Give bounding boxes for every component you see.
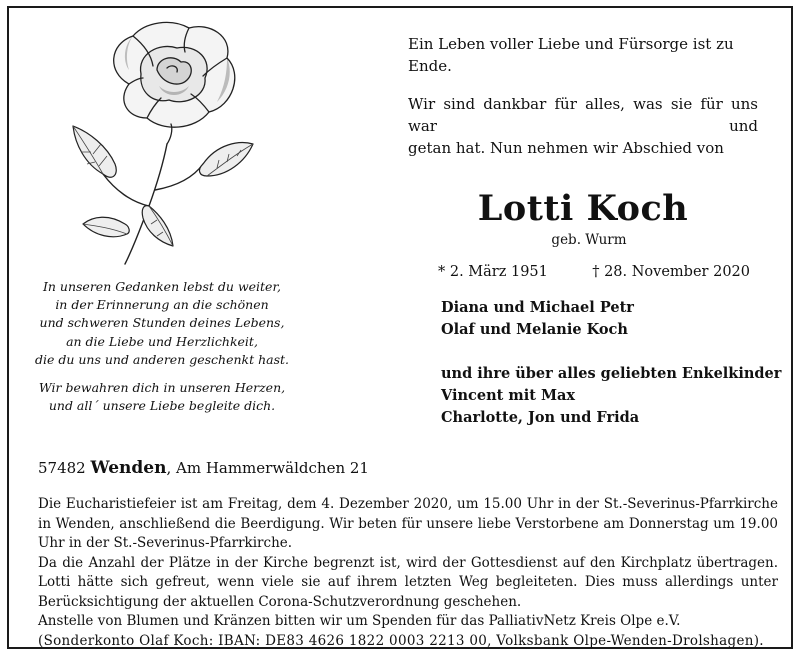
city: Wenden	[90, 458, 167, 478]
poem-line: und all´ unsere Liebe begleite dich.	[48, 398, 276, 414]
poem-line: und schweren Stunden deines Lebens,	[39, 315, 285, 331]
birth-date: * 2. März 1951	[438, 264, 548, 280]
obituary-notice	[7, 6, 793, 649]
mourner: Diana und Michael Petr	[441, 299, 634, 316]
memorial-poem	[31, 278, 293, 415]
intro-line: Wir sind dankbar für alles, was sie für uns war und	[408, 95, 758, 135]
mourners-list	[441, 297, 781, 429]
intro-line: getan hat. Nun nehmen wir Abschied von	[408, 139, 724, 157]
mourners-gap	[441, 341, 781, 363]
street: , Am Hammerwäldchen 21	[166, 459, 369, 477]
mourner: Charlotte, Jon und Frida	[441, 409, 640, 426]
mourner: und ihre über alles geliebten Enkelkinder	[441, 365, 782, 382]
service-paragraph: Da die Anzahl der Plätze in der Kirche begrenzt ist, wird der Gottesdienst auf den Kirchplatz übertragen. Lotti hätte sich gefreut, wenn viele sie auf ihrem letzten Weg begleiteten. Dies muss allerdings unter Berücksichtigung der aktuellen Corona-Schutzverordnung geschehen.	[38, 554, 778, 610]
poem-line: an die Liebe und Herzlichkeit,	[66, 333, 258, 349]
service-details	[38, 495, 778, 651]
postcode: 57482	[38, 459, 86, 477]
intro-line: Ein Leben voller Liebe und Fürsorge ist zu Ende.	[408, 35, 734, 75]
rose-drawing-icon	[67, 14, 257, 269]
donation-note: Anstelle von Blumen und Kränzen bitten wir um Spenden für das PalliativNetz Kreis Olpe e.V.	[38, 613, 681, 629]
deceased-name: Lotti Koch	[477, 188, 689, 229]
poem-line: in der Erinnerung an die schönen	[55, 297, 269, 313]
mourning-address	[38, 458, 369, 478]
poem-line: In unseren Gedanken lebst du weiter,	[42, 279, 282, 294]
stanza-gap	[31, 369, 293, 379]
life-dates	[408, 261, 758, 283]
maiden-name: geb. Wurm	[551, 232, 627, 248]
poem-line: die du uns und anderen geschenkt hast.	[34, 351, 290, 367]
mourner: Olaf und Melanie Koch	[441, 321, 628, 338]
service-paragraph: Die Eucharistiefeier ist am Freitag, dem 4. Dezember 2020, um 15.00 Uhr in der St.-Severinus-Pfarrkirche in Wenden, anschließend die Beerdigung. Wir beten für unsere liebe Verstorbene am Donnerstag um 19.00 Uhr in der St.-Severinus-Pfarrkirche.	[38, 496, 778, 551]
mourner: Vincent mit Max	[441, 387, 576, 404]
announcement-block	[408, 33, 758, 283]
death-date: † 28. November 2020	[592, 264, 750, 280]
poem-line: Wir bewahren dich in unseren Herzen,	[38, 380, 286, 396]
donation-account: (Sonderkonto Olaf Koch: IBAN: DE83 4626 1822 0003 2213 00, Volksbank Olpe-Wenden-Drolshagen).	[38, 632, 764, 649]
